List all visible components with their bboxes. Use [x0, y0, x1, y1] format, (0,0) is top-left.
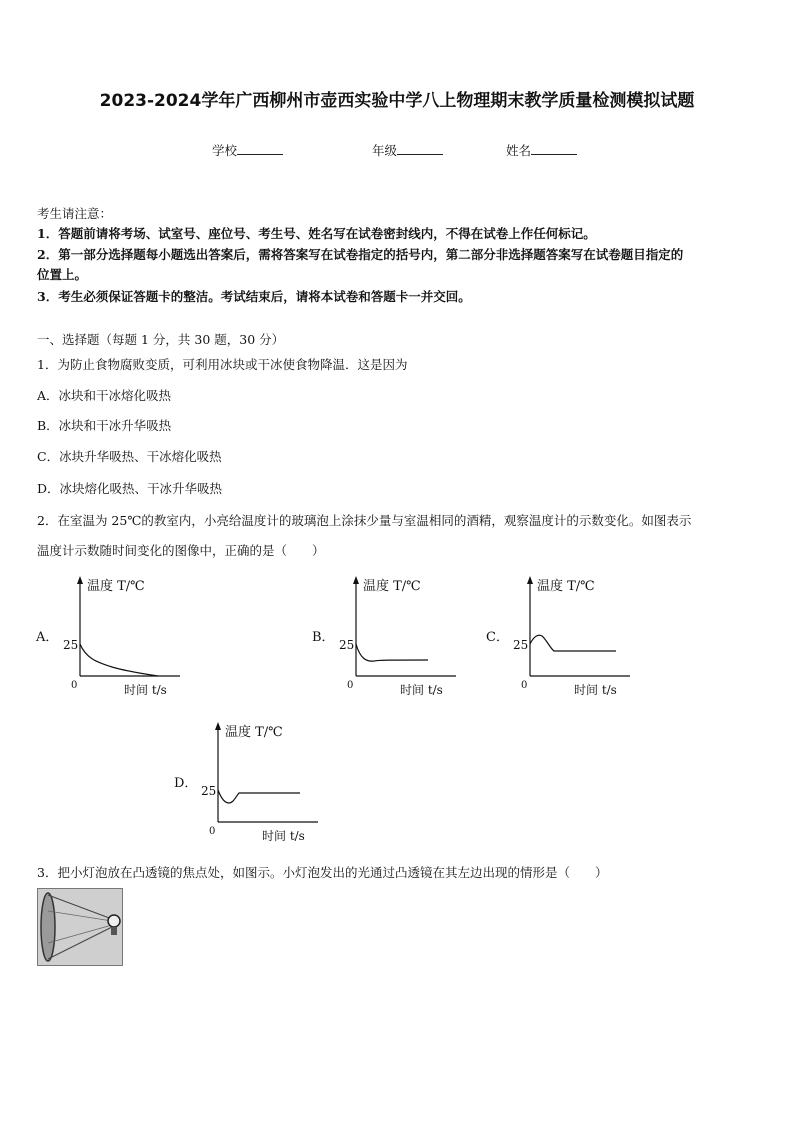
graph-d-y-label: 温度 T/℃	[225, 725, 283, 740]
graph-a-tick-25: 25	[63, 638, 79, 652]
graph-c-origin: 0	[521, 680, 528, 691]
name-blank	[531, 143, 577, 155]
name-label: 姓名	[506, 143, 532, 158]
question-2-stem-line2: 温度计示数随时间变化的图像中，正确的是（ ）	[37, 543, 325, 558]
lens-bulb-figure	[37, 888, 123, 966]
graph-b-option-label: B．	[312, 630, 335, 645]
section-heading: 一、选择题（每题 1 分，共 30 题，30 分）	[37, 332, 285, 347]
question-1-option-b: B．冰块和干冰升华吸热	[37, 418, 172, 433]
graph-c-curve	[530, 635, 616, 651]
question-1-option-c: C．冰块升华吸热、干冰熔化吸热	[37, 449, 222, 464]
graph-b-tick-25: 25	[339, 638, 355, 652]
school-field	[212, 141, 283, 159]
graph-b-y-arrow	[353, 576, 359, 584]
question-1-option-a: A．冰块和干冰熔化吸热	[37, 388, 172, 403]
question-2-stem-line1: 2．在室温为 25℃的教室内，小亮给温度计的玻璃泡上涂抹少量与室温相同的酒精，观察温度计的示数变化。如图表示	[37, 513, 692, 528]
graph-c	[484, 572, 644, 700]
name-field	[506, 141, 577, 159]
graph-b	[310, 572, 470, 700]
bulb-base	[111, 927, 117, 935]
graph-d-x-label: 时间 t/s	[262, 829, 305, 843]
graph-b-origin: 0	[347, 680, 354, 691]
graph-c-x-label: 时间 t/s	[574, 683, 617, 697]
page-title: 2023-2024学年广西柳州市壶西实验中学八上物理期末教学质量检测模拟试题	[99, 91, 695, 111]
graph-d-origin: 0	[209, 826, 216, 837]
graph-c-tick-25: 25	[513, 638, 529, 652]
graph-d-y-arrow	[215, 722, 221, 730]
question-1-stem: 1．为防止食物腐败变质，可利用冰块或干冰使食物降温．这是因为	[37, 357, 408, 372]
light-bulb-icon	[108, 915, 120, 927]
graph-a-y-label: 温度 T/℃	[87, 579, 145, 594]
question-3-stem: 3．把小灯泡放在凸透镜的焦点处，如图示。小灯泡发出的光通过凸透镜在其左边出现的情形是（ ）	[37, 865, 608, 880]
grade-blank	[397, 143, 443, 155]
graph-c-y-arrow	[527, 576, 533, 584]
graph-c-option-label: C．	[486, 630, 509, 645]
grade-label: 年级	[372, 143, 398, 158]
graph-a-x-label: 时间 t/s	[124, 683, 167, 697]
notice-heading: 考生请注意：	[37, 206, 113, 221]
graph-a-origin: 0	[71, 680, 78, 691]
graph-a-y-arrow	[77, 576, 83, 584]
graph-a-option-label: A．	[36, 630, 59, 645]
grade-field	[372, 141, 443, 159]
graph-b-x-label: 时间 t/s	[400, 683, 443, 697]
convex-lens-shape	[41, 893, 55, 961]
graph-b-curve	[356, 644, 428, 661]
graph-a	[34, 572, 194, 700]
graph-c-y-label: 温度 T/℃	[537, 579, 595, 594]
notice-item: 1．答题前请将考场、试室号、座位号、考生号、姓名写在试卷密封线内，不得在试卷上作任何标记。	[37, 226, 596, 241]
notice-item: 位置上。	[37, 267, 88, 282]
graph-d-option-label: D．	[174, 776, 198, 791]
graph-a-curve	[80, 644, 158, 676]
school-label: 学校	[212, 143, 238, 158]
graph-d-curve	[218, 790, 300, 803]
lens-bulb-illustration	[38, 889, 122, 965]
graph-d-tick-25: 25	[201, 784, 217, 798]
question-1-option-d: D．冰块熔化吸热、干冰升华吸热	[37, 481, 223, 496]
graph-b-y-label: 温度 T/℃	[363, 579, 421, 594]
notice-item: 2．第一部分选择题每小题选出答案后，需将答案写在试卷指定的括号内，第二部分非选择题答案写在试卷题目指定的	[37, 247, 684, 262]
graph-d	[172, 718, 332, 846]
notice-item: 3．考生必须保证答题卡的整洁。考试结束后，请将本试卷和答题卡一并交回。	[37, 289, 471, 304]
school-blank	[237, 143, 283, 155]
